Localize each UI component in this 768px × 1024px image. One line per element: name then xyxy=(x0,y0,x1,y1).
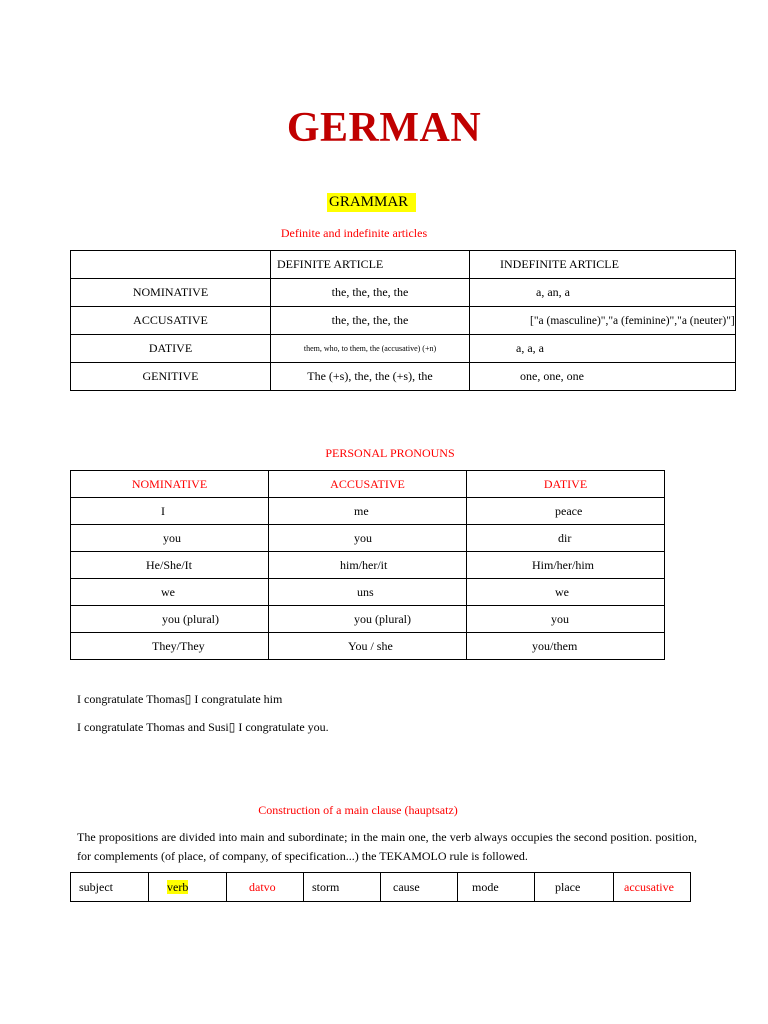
table-header-cell: DATIVE xyxy=(467,471,665,498)
table-cell: you/them xyxy=(467,633,665,660)
table-cell: NOMINATIVE xyxy=(71,279,271,307)
table-row xyxy=(71,307,736,335)
clause-cell-place: place xyxy=(535,873,614,902)
table-cell: I xyxy=(71,498,269,525)
pronouns-heading: PERSONAL PRONOUNS xyxy=(325,446,455,460)
table-cell: me xyxy=(269,498,467,525)
table-cell: him/her/it xyxy=(269,552,467,579)
table-cell: ["a (masculine)","a (feminine)","a (neuter)"] xyxy=(470,307,736,335)
table-row xyxy=(71,552,665,579)
page-title: GERMAN xyxy=(286,105,482,151)
articles-heading: Definite and indefinite articles xyxy=(280,226,428,240)
clause-order-table xyxy=(70,872,691,902)
pronouns-table xyxy=(70,470,665,660)
table-row xyxy=(71,498,665,525)
table-row xyxy=(71,471,665,498)
main-clause-heading: Construction of a main clause (hauptsatz) xyxy=(258,803,458,817)
table-cell: a, an, a xyxy=(470,279,736,307)
main-clause-paragraph: The propositions are divided into main and subordinate; in the main one, the verb always occupies the second position. position, for complements (of place, of company, of specification...) the TEKAMOLO rule is followed. xyxy=(77,830,697,863)
table-cell: You / she xyxy=(269,633,467,660)
table-cell: them, who, to them, the (accusative) (+n) xyxy=(271,335,470,363)
table-row xyxy=(71,335,736,363)
table-cell: uns xyxy=(269,579,467,606)
table-row xyxy=(71,251,736,279)
verb-highlight: verb xyxy=(167,879,189,894)
table-cell: peace xyxy=(467,498,665,525)
table-row xyxy=(71,525,665,552)
clause-cell-cause: cause xyxy=(381,873,458,902)
table-header-cell: DEFINITE ARTICLE xyxy=(271,251,470,279)
table-row xyxy=(71,873,691,902)
table-cell: you xyxy=(71,525,269,552)
table-cell xyxy=(71,251,271,279)
table-cell: you (plural) xyxy=(71,606,269,633)
clause-cell-dative: datvo xyxy=(227,873,304,902)
table-cell: the, the, the, the xyxy=(271,279,470,307)
clause-cell-storm: storm xyxy=(304,873,381,902)
table-row xyxy=(71,363,736,391)
table-cell: They/They xyxy=(71,633,269,660)
example-sentence: I congratulate Thomas and Susi▯ I congratulate you. xyxy=(77,720,329,734)
table-cell: the, the, the, the xyxy=(271,307,470,335)
table-row xyxy=(71,279,736,307)
table-row xyxy=(71,606,665,633)
table-cell: Him/her/him xyxy=(467,552,665,579)
articles-table xyxy=(70,250,736,391)
table-cell: you (plural) xyxy=(269,606,467,633)
grammar-subtitle: GRAMMAR xyxy=(327,193,416,212)
table-cell: dir xyxy=(467,525,665,552)
table-cell: you xyxy=(467,606,665,633)
table-cell: He/She/It xyxy=(71,552,269,579)
clause-cell-accusative: accusative xyxy=(614,873,691,902)
table-cell: we xyxy=(467,579,665,606)
table-row xyxy=(71,579,665,606)
table-cell: ACCUSATIVE xyxy=(71,307,271,335)
table-cell: we xyxy=(71,579,269,606)
table-cell: The (+s), the, the (+s), the xyxy=(271,363,470,391)
clause-cell-mode: mode xyxy=(458,873,535,902)
table-cell: one, one, one xyxy=(470,363,736,391)
clause-cell-verb xyxy=(149,873,227,902)
table-header-cell: NOMINATIVE xyxy=(71,471,269,498)
table-cell: a, a, a xyxy=(470,335,736,363)
clause-cell-subject: subject xyxy=(71,873,149,902)
example-sentence: I congratulate Thomas▯ I congratulate him xyxy=(77,692,283,706)
table-cell: GENITIVE xyxy=(71,363,271,391)
table-row xyxy=(71,633,665,660)
table-header-cell: INDEFINITE ARTICLE xyxy=(470,251,736,279)
table-cell: you xyxy=(269,525,467,552)
table-cell: DATIVE xyxy=(71,335,271,363)
table-header-cell: ACCUSATIVE xyxy=(269,471,467,498)
